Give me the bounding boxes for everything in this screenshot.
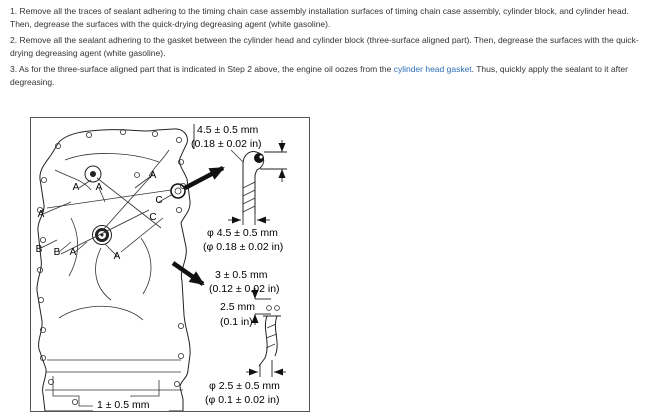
dim-4_5mm-in: (0.18 ± 0.02 in) <box>191 138 262 150</box>
instruction-step-2 <box>6 34 644 60</box>
step-number: 3. <box>10 64 18 74</box>
label-a: A <box>113 251 121 262</box>
label-b: B <box>35 244 43 255</box>
dim-4_5mm: 4.5 ± 0.5 mm <box>197 124 259 136</box>
label-a: A <box>149 170 157 181</box>
instructions <box>0 0 650 89</box>
dim-2_5mm-in: (0.1 in) <box>220 316 253 328</box>
cover-outline <box>37 129 190 411</box>
dim-dia-4_5mm: φ 4.5 ± 0.5 mm <box>207 227 278 239</box>
step-text: . Thus, quickly apply the sealant to it after degreasing. <box>10 64 628 87</box>
timing-chain-case-figure <box>30 117 310 412</box>
label-a: A <box>37 209 45 220</box>
callout-arrow-top <box>185 168 223 188</box>
dim-2_5mm: 2.5 mm <box>220 301 256 313</box>
dim-1mm: 1 ± 0.5 mm <box>97 399 150 411</box>
dim-3mm-in: (0.12 ± 0.02 in) <box>209 283 280 295</box>
feature-bosses <box>85 166 185 245</box>
label-b: B <box>53 247 61 258</box>
point-labels <box>36 170 163 262</box>
detail-sketch-top <box>228 140 287 225</box>
figure-drawing <box>31 118 309 411</box>
label-c: C <box>149 212 157 223</box>
sealant-bead <box>254 153 264 163</box>
step-number: 1. <box>10 6 18 16</box>
instruction-step-1 <box>6 5 644 31</box>
step-text: As for the three-surface aligned part that is indicated in Step 2 above, the engine oil oozes from the <box>19 64 394 74</box>
bolt-holes <box>37 129 185 410</box>
cylinder-head-gasket-link[interactable]: cylinder head gasket <box>393 64 472 74</box>
label-a: A <box>72 182 80 193</box>
label-a: A <box>95 182 103 193</box>
step-number: 2. <box>10 35 18 45</box>
dim-dia-2_5mm-in: (φ 0.1 ± 0.02 in) <box>205 394 280 406</box>
dim-dia-2_5mm: φ 2.5 ± 0.5 mm <box>209 380 280 392</box>
label-a: A <box>69 247 77 258</box>
instruction-step-3 <box>6 63 644 89</box>
dim-3mm: 3 ± 0.5 mm <box>215 269 268 281</box>
step-text: Remove all the traces of sealant adhering to the timing chain case assembly installation surfaces of timing chain case assembly, cylinder block, and cylinder head. Then, degrease the surfaces with the quick-drying degreasing agent (white gasoline). <box>10 6 629 29</box>
label-c: C <box>155 195 163 206</box>
dim-dia-4_5mm-in: (φ 0.18 ± 0.02 in) <box>203 241 284 253</box>
callout-arrow-bottom <box>173 263 203 284</box>
sealant-point-circle <box>171 184 185 198</box>
step-text: Remove all the sealant adhering to the gasket between the cylinder head and cylinder block (three-surface aligned part). Then, degrease the surfaces with the quick-drying degreasing agent (white gasoline). <box>10 35 639 58</box>
